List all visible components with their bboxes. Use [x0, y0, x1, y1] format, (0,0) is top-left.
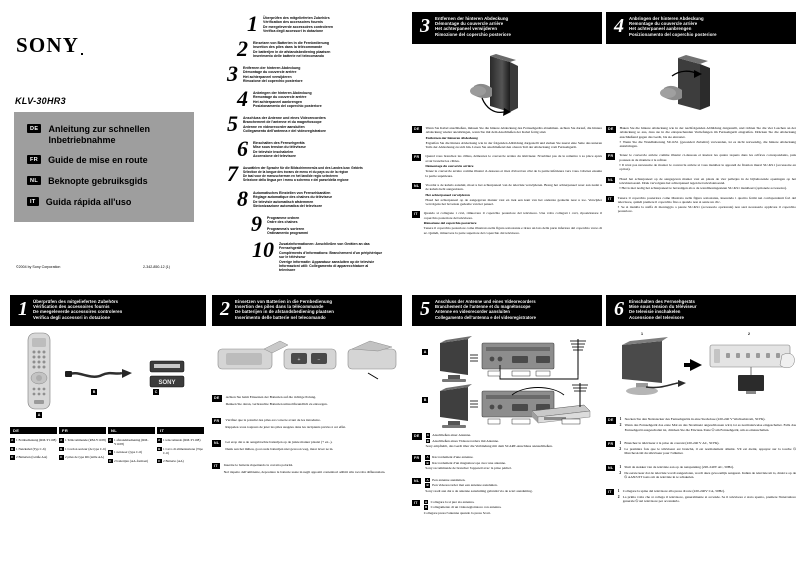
- illustration-attach-cover: [606, 46, 796, 124]
- panel-number: 1: [18, 298, 28, 320]
- block-text: Quando si collegano i cavi, rimuovere il coperchio posteriore del televisore. Una volta collegati i cavi, riposizionare il coperchio posteriore del televisore. Rimozione del coperchio posteriore Tenere il coperchio posteriore come illustrato nella figura sottostante e tirare un lato della parte inferiore del coperchio verso di sé. Quindi, rimuovere la parte superiore del coperchio dal televisore.: [423, 211, 602, 235]
- toc-number: 1: [247, 11, 258, 36]
- text-block-it: [412, 211, 602, 235]
- illustration-power-on: [606, 331, 796, 413]
- accessory-text: 1 Cavo di alimentazione (Tipo C-6): [163, 446, 204, 455]
- toc-label: Überprüfen des mitgelieferten Zubehörs Vérification des accessoires fournis De meegeleverde accessoires controleren Verifica degli accessori in dotazione: [263, 16, 334, 34]
- marker-b: B: [426, 460, 429, 465]
- svg-text:−: −: [317, 357, 321, 363]
- lang-tag-nl: NL: [608, 465, 614, 470]
- text-block-nl: [606, 177, 796, 192]
- accessory-item: [157, 447, 204, 455]
- marker-a: A: [424, 499, 428, 504]
- toc-number: 4: [237, 86, 248, 111]
- language-row-de: [27, 124, 187, 146]
- block-text: A Anschließen einer Antenne. B Anschließen eines Videorecorders mit Antenne. Sony empfiehlt, das Gerät über die Verbindung mit dem SCART-Anschluss anzuschließen.: [425, 433, 553, 448]
- accessory-text: 1 telecomando (RM-Y1108): [163, 438, 201, 443]
- lang-tag-nl: NL: [414, 183, 420, 188]
- toc-number: 9: [251, 211, 262, 236]
- lang-tag-fr: FR: [414, 155, 420, 160]
- text-block-fr: [212, 418, 402, 431]
- language-row-fr: [27, 155, 187, 166]
- lang-title-nl: Beknopte gebruiksgids: [48, 176, 148, 186]
- block-text: 1 Stecken Sie den Netzstecker des Fernsehgeräts in eine Steckdose (220-240 V Wechselstrom, 50 Hz). 2 Wenn das Fernsehgerät das erste Mal an das Stromnetz angeschlossen wird, ist es normalerweise eingeschaltet. Falls das Fernsehgerät ausgeschaltet ist, drücken Sie die Ein/Aus-Taste ⏻ am Fernsehgerät, um es einzuschalten.: [619, 417, 796, 432]
- lang-tag-de: DE: [414, 127, 420, 131]
- lang-tag-de: DE: [10, 427, 57, 434]
- lang-tag-de: DE: [27, 124, 41, 133]
- panel-2: [212, 295, 402, 560]
- lang-tag-fr: FR: [414, 456, 420, 461]
- accessory-item: [10, 455, 57, 460]
- toc-label: Anschluss der Antenne und eines Videorecorders Branchement de l'antenne et du magnétoscope Antenne en videorecorder aansluiten Collegamento dell'antenna e del videoregistratore: [243, 116, 326, 134]
- toc-number: 10: [252, 237, 274, 262]
- marker-a: A: [423, 350, 427, 354]
- panel-6-header: [606, 295, 796, 326]
- accessory-item: [10, 447, 57, 452]
- marker-b: B: [423, 398, 427, 402]
- illustration-remove-cover: [412, 46, 602, 124]
- lang-tag-nl: NL: [214, 441, 220, 446]
- step-number: 2: [619, 447, 622, 452]
- text-block-de: [212, 395, 402, 408]
- marker-a: A: [426, 433, 429, 437]
- marker-c: C: [11, 455, 14, 460]
- toc-item-10: [248, 237, 383, 273]
- marker-a: A: [109, 438, 112, 443]
- block-text: 1 Sluit de stekker van de televisie aan op de netspanning (220-240V AC, 50Hz). 2 De eerste keer dat de televisie wordt aangesloten, wordt deze gewoonlijk aangezet. Indien de televisie uit is, drukt u op de ⏻ AAN/UIT toets om de televisie in te schakelen.: [619, 464, 796, 480]
- toc-item-3: [218, 61, 303, 86]
- accessory-item: [10, 438, 57, 443]
- accessory-item: [108, 450, 155, 455]
- accessory-item: [59, 438, 106, 443]
- lang-tag-nl: NL: [27, 176, 41, 185]
- panel-5-header: [412, 295, 602, 326]
- illustration-accessories: [10, 331, 206, 423]
- accessory-column-fr: [59, 427, 106, 463]
- lang-tag-it: IT: [414, 212, 418, 217]
- text-block-nl: [606, 465, 796, 482]
- text-block-nl: [212, 440, 402, 453]
- text-block-nl: [412, 183, 602, 207]
- block-text: Tenez le couvercle arrière comme illustré ci-dessous et insérez les quatre taquets dans les orifices correspondants, puis poussez-le de manière à le refixer. ▪ Il n'est pas nécessaire de monter le couvercle arrière si vous installez le appareil de fixation mural SU-KS1 (accessoire en option).: [619, 153, 796, 172]
- toc-item-4: [228, 86, 322, 111]
- contents-list: [210, 8, 415, 290]
- block-text: Vérifiez que la polarité des piles est correcte avant de les introduire. Rappelez-vous toujours de jeter les piles usagées dans les récipients prévus à cet effet.: [225, 417, 347, 429]
- accessory-item: [108, 459, 155, 464]
- accessory-column-de: [10, 427, 57, 463]
- toc-item-5: [218, 111, 326, 136]
- accessory-text: 1 Netzkabel (Typ C-6): [16, 446, 46, 451]
- block-text: Wenn Sie Kabel anschließen, müssen Sie die hintere Abdeckung des Fernsehgeräts abnehmen. Achten Sie darauf, die hintere Abdeckung wieder anzubringen, wenn Sie mit dem Anschließen der Kabel fertig sind. Entfernen der hinteren Abdeckung Ergreifen Sie die hintere Abdeckung wie in der folgenden Abbildung dargestellt und ziehen Sie zuerst eine Seite des unteren Teils der Abdeckung zu sich hin. Lösen Sie anschließend den oberen Teil der Abdeckung vom Fernsehgerät.: [425, 126, 602, 150]
- attach-cover-drawing: [606, 46, 796, 124]
- panel-4: [606, 12, 796, 284]
- accessory-item: [59, 447, 106, 452]
- text-block-de: [606, 126, 796, 149]
- marker-b: B: [426, 483, 429, 488]
- panel-number: 2: [220, 298, 230, 320]
- panel-4-body: [606, 126, 796, 219]
- model-number: KLV-30HR3: [15, 96, 66, 106]
- lang-tag-de: DE: [608, 418, 614, 422]
- antenna-diagram: [412, 331, 602, 429]
- toc-label: Programme ordnen Ordre des chaînes Programma's sorteren Ordinamento programmi: [267, 216, 309, 236]
- toc-number: 5: [227, 111, 238, 136]
- toc-label: Zusatzinformationen: Anschließen von Geräten an das Fernsehgerät Compléments d'informations: Branchement d'un périphérique sur le téléviseur Overige informatie: Apparatuur aansluiten op de televisie Informazioni utili: Collegamento di apparecchiature al televisore: [279, 242, 383, 273]
- lang-tag-it: IT: [608, 196, 612, 201]
- toc-label: Entfernen der hinteren Abdeckung Démontage du couvercle arrière Het achterpaneel verwijderen Rimozione del coperchio posteriore: [243, 66, 303, 84]
- toc-label: Einsetzen von Batterien in die Fernbedienung Insertion des piles dans la télécommande De batterijen in de afstandsbediening plaatsen Inserimento delle batterie nel telecomando: [253, 41, 331, 59]
- lang-tag-it: IT: [608, 489, 612, 494]
- language-row-nl: [27, 176, 187, 187]
- language-row-it: [27, 197, 187, 208]
- step-number: 1: [619, 464, 622, 469]
- svg-text:SONY: SONY: [158, 380, 176, 386]
- text-block-it: [212, 463, 402, 476]
- panel-5-body: [412, 433, 602, 520]
- text-block-it: [412, 500, 602, 516]
- panel-number: 5: [420, 298, 430, 320]
- step-number: 1: [619, 440, 622, 445]
- marker-b: B: [158, 446, 161, 451]
- lang-tag-fr: FR: [608, 441, 614, 446]
- marker-1: 1: [641, 332, 643, 336]
- toc-item-1: [238, 11, 334, 36]
- toc-item-6: [228, 136, 306, 161]
- lang-tag-nl: NL: [414, 478, 420, 483]
- block-text: Tenere il coperchio posteriore come illustrato nella figura sottostante, inserendo i quattro fermi nei corrispondenti fori del televisore, quindi premere il coperchio fino a quando non si sente un clic. ▪ Se si installa la staffa di montaggio a parete SU-KS1 (accessorio opzionale) non sarà necessario applicare il coperchio posteriore.: [617, 195, 796, 214]
- text-block-fr: [412, 154, 602, 178]
- lang-title-fr: Guide de mise en route: [48, 155, 148, 165]
- marker-a: A: [60, 438, 63, 443]
- panel-title: Einsetzen von Batterien in die Fernbedienung Insertion des piles dans la télécommande De batterijen in de afstandsbediening plaatsen Inserimento delle batterie nel telecomando: [235, 299, 334, 320]
- accessory-text: 1 Cordon secteur (de type C-6): [65, 446, 106, 451]
- lang-tag-it: IT: [214, 463, 218, 468]
- text-block-fr: [606, 441, 796, 458]
- panel-6-body: [606, 417, 796, 510]
- power-on-drawing: [606, 331, 796, 413]
- block-text: A Collegare la si può sia antenna. B Collegamento di un videoregistratore con antenna. Collegare presa l'antenna quando la presa Scart.: [423, 499, 502, 515]
- accessory-column-it: [157, 427, 204, 463]
- step-number: 2: [619, 423, 622, 428]
- toc-number: 2: [237, 36, 248, 61]
- cover-page: [0, 0, 210, 290]
- toc-item-7: [218, 161, 363, 186]
- panel-1-header: [10, 295, 206, 326]
- marker-a: A: [158, 438, 161, 443]
- panel-number: 6: [614, 298, 624, 320]
- marker-b: B: [11, 446, 14, 451]
- panel-6: [606, 295, 796, 560]
- block-text: A Een antenne aansluiten. B Een videorecorder met een antenne aansluiten. Sony raadt aan dat u de antenne aansluiting gebruikt via de scart aansluiting.: [425, 477, 533, 493]
- accessory-item: [157, 438, 204, 443]
- part-number: 2-342-850-12 (1): [143, 265, 170, 269]
- marker-b: B: [60, 446, 63, 451]
- text-block-it: [606, 196, 796, 215]
- lang-tag-fr: FR: [214, 418, 220, 423]
- illustration-antenna-connections: [412, 331, 602, 429]
- marker-a: A: [37, 413, 41, 417]
- marker-b: B: [92, 390, 96, 394]
- sony-logo: SONY: [16, 33, 80, 57]
- accessory-text: 1 netsnoer (type C-6): [114, 450, 143, 455]
- illustration-insert-batteries: [212, 331, 402, 393]
- remove-cover-drawing: [412, 46, 602, 124]
- lang-tag-nl: NL: [608, 177, 614, 182]
- lang-tag-it: IT: [157, 427, 204, 434]
- panel-2-body: [212, 395, 402, 479]
- accessory-text: 2 batterijen (AA-formaat): [114, 458, 149, 463]
- toc-label: Auswählen der Sprache für die Bildschirmmenüs und des Landes bzw. Gebiets Sélection de la langue des écrans de menu et du pays ou de la région De taal voor de menuschermen en het land/de regio selecteren Selezione della lingua per i menu a schermo e del paese/della regione: [243, 166, 363, 183]
- accessory-text: 1 afstandsbediening (RM-Y1108): [114, 438, 149, 447]
- marker-a: A: [426, 455, 429, 460]
- toc-label: Anbringen der hinteren Abdeckung Remontage du couvercle arrière Het achterpaneel aanbrengen Posizionamento del coperchio posteriore: [253, 91, 322, 109]
- marker-2: 2: [748, 332, 750, 336]
- text-block-fr: [606, 153, 796, 172]
- svg-text:+: +: [297, 357, 301, 363]
- toc-item-2: [228, 36, 331, 61]
- toc-number: 7: [227, 161, 238, 186]
- toc-item-8: [228, 186, 332, 211]
- panel-3: [412, 12, 602, 284]
- step-number: 1: [617, 488, 620, 493]
- accessory-text: 2 piles de type R6 (taille AA): [65, 455, 104, 460]
- block-text: 1 Collegare la spina del televisore alla presa di rete (220-240V CA, 50Hz). 2 La prima volta che si collega il televisore, generalmente si accende. Se il televisore è stato spento, premere l'interruttore generale ⏻ sul televisore per accenderlo.: [617, 488, 796, 504]
- lang-title-it: Guida rápida all'uso: [45, 197, 132, 207]
- lang-tag-fr: FR: [59, 427, 106, 434]
- panel-2-header: [212, 295, 402, 326]
- accessory-item: [157, 459, 204, 464]
- block-text: Houd het achterpaneel op de aangegeven manier vast en plaats de vier palletjes in de bijbehorende openingen op het televisietoestel. Druk vervolgens het achterpaneel tegen het televisietoestel. ▪ Het is niet nodig het achterpaneel te bevestigen als u de wandmontagesteun SU-KS1 installeert (optionele accessoire).: [619, 176, 796, 191]
- lang-tag-it: IT: [27, 197, 39, 206]
- marker-c: C: [109, 458, 112, 463]
- toc-number: 3: [227, 61, 238, 86]
- panel-5: [412, 295, 602, 560]
- lang-tag-de: DE: [608, 127, 614, 131]
- panel-title: Einschalten des Fernsehgeräts Mise sous tension du téléviseur De televisie inschakelen Accensione del televisore: [629, 299, 697, 320]
- block-text: A Raccordement d'une antenne. B Raccordement d'un magnétoscope avec une antenne. Sony recommande de brancher l'appareil avec la prise péritel.: [425, 455, 512, 471]
- marker-a: A: [11, 438, 14, 443]
- accessories-drawing: [10, 331, 206, 423]
- block-text: Voordat u de kabels aansluit, moet u het achterpaneel van de televisie verwijderen. Breng het achterpaneel weer aan nadat u de kabels hebt aangesloten. Het achterpaneel verwijderen Houd het achterpaneel op de aangegeven manier vast en trek een kant van het onderste gedeelte naar u toe. Verwijder vervolgens het bovenste gedeelte van het paneel.: [425, 182, 602, 207]
- toc-number: 8: [237, 186, 248, 211]
- text-block-nl: [412, 478, 602, 494]
- panel-title: Anschluss der Antenne und eines Videorecorders Branchement de l'antenne et du magnétoscope Antenne en videorecorder aansluiten Collegamento dell'antenna e del videoregistratore: [435, 299, 536, 320]
- panel-1: [10, 295, 206, 560]
- toc-item-9: [242, 211, 309, 236]
- panel-title: Anbringen der hinteren Abdeckung Remontage du couvercle arrière Het achterpaneel aanbrengen Posizionamento del coperchio posteriore: [629, 16, 717, 37]
- accessory-text: 2 Batterien (Größe AA): [16, 455, 48, 460]
- panel-title: Überprüfen des mitgelieferten Zubehörs Vérification des accessoires fournis De meegeleverde accessoires controleren Verifica degli accessori in dotazione: [33, 299, 123, 320]
- accessory-text: 1 Fernbedienung (RM-Y1108): [16, 438, 57, 443]
- block-text: Inserire le batterie rispettando la corretta polarità. Nel rispetto dell'ambiente, depositare le batterie usate in negli appositi contenitori adibiti alla raccolta differenziata.: [223, 462, 386, 475]
- block-text: Haken Sie die hintere Abdeckung wie in der nachfolgenden Abbildung dargestellt, und richten Sie die vier Laschen an der Abdeckung so aus, dass sie in die entsprechenden Vertiefungen im Fernsehgerät eingreifen. Drücken Sie die Abdeckung anschließend gegen das Gerät, bis sie einrastet. ▪ Wenn Sie die Wandhalterung SU-KS1 (gesondert Zubehör) verwenden, ist es nicht notwendig, die hintere Abdeckung anzubringen.: [619, 126, 796, 149]
- toc-label: Automatisches Einstellen von Fernsehkanälen Réglage automatique des chaînes du téléviseur De televisie automatisch afstemmen Sintonizzazione automatica del televisore: [253, 191, 332, 209]
- step-number: 2: [619, 471, 622, 476]
- panel-4-header: [606, 12, 796, 44]
- marker-a: A: [426, 477, 429, 482]
- panel-title: Entfernen der hinteren Abdeckung Démontage du couvercle arrière Het achterpaneel verwijderen Rimozione del coperchio posteriore: [435, 16, 511, 37]
- toc-label: Einschalten des Fernsehgeräts Mise sous tension du téléviseur De televisie inschakelen Accensione del televisore: [253, 141, 306, 159]
- panel-number: 3: [420, 15, 430, 37]
- toc-number: 6: [237, 136, 248, 161]
- marker-c: C: [154, 390, 158, 394]
- panel-3-body: [412, 126, 602, 240]
- accessory-text: 2 Batterie (AA): [163, 458, 184, 463]
- marker-b: B: [426, 438, 429, 443]
- battery-insert-drawing: [212, 331, 402, 393]
- lang-tag-it: IT: [414, 500, 418, 505]
- panel-number: 4: [614, 15, 624, 37]
- step-number: 1: [619, 417, 622, 421]
- lang-tag-fr: FR: [27, 155, 41, 164]
- marker-c: C: [158, 458, 161, 463]
- block-text: Quand vous branchez les câbles, démontez le couvercle arrière du téléviseur. N'oubliez pas de le remettre à sa place après avoir branché les câbles. Démontage du couvercle arrière Tenez le couvercle arrière comme illustré ci-dessous et tirez d'abord un côté de la partie inférieure vers vous. Libérez ensuite la partie supérieure.: [425, 154, 602, 178]
- lang-tag-de: DE: [414, 434, 420, 438]
- text-block-de: [412, 433, 602, 449]
- accessory-text: 1 Télécommande (RM-Y1108): [65, 438, 106, 443]
- text-block-de: [606, 417, 796, 434]
- accessory-item: [108, 438, 155, 446]
- panel-3-header: [412, 12, 602, 44]
- marker-b: B: [424, 505, 428, 510]
- accessories-table: [10, 427, 206, 463]
- lang-tag-fr: FR: [608, 154, 614, 159]
- copyright-notice: ©2004 by Sony Corporation: [16, 265, 61, 269]
- accessory-item: [59, 455, 106, 460]
- lang-tag-de: DE: [214, 396, 220, 400]
- text-block-it: [606, 489, 796, 506]
- accessory-column-nl: [108, 427, 155, 463]
- block-text: 1 Branchez le téléviseur à la prise de courant (220-240 V AC, 50 Hz). 2 La première fois que le téléviseur est branché, il est normalement allumé. S'il est éteint, appuyez sur la touche ⏻ Marche/Arrêt du téléviseur pour l'allumer.: [619, 440, 796, 456]
- text-block-de: [412, 126, 602, 150]
- lang-title-de: Anleitung zur schnellen Inbetriebnahme: [48, 124, 150, 145]
- block-text: Let erop dat u de aangebrachte batterijen op de juiste manier plaatst (+ en -). Denk aan het milieu, gooi oude batterijen niet gewoon weg, maar lever ze in.: [225, 440, 334, 452]
- marker-b: B: [109, 450, 112, 455]
- lang-tag-nl: NL: [108, 427, 155, 434]
- text-block-fr: [412, 455, 602, 471]
- marker-c: C: [60, 455, 63, 460]
- step-number: 2: [617, 494, 620, 499]
- block-text: Achten Sie beim Einsetzen der Batterien auf die richtige Polung. Denken Sie daran, verbrauchte Batterien umweltfreundlich zu entsorgen.: [225, 395, 328, 407]
